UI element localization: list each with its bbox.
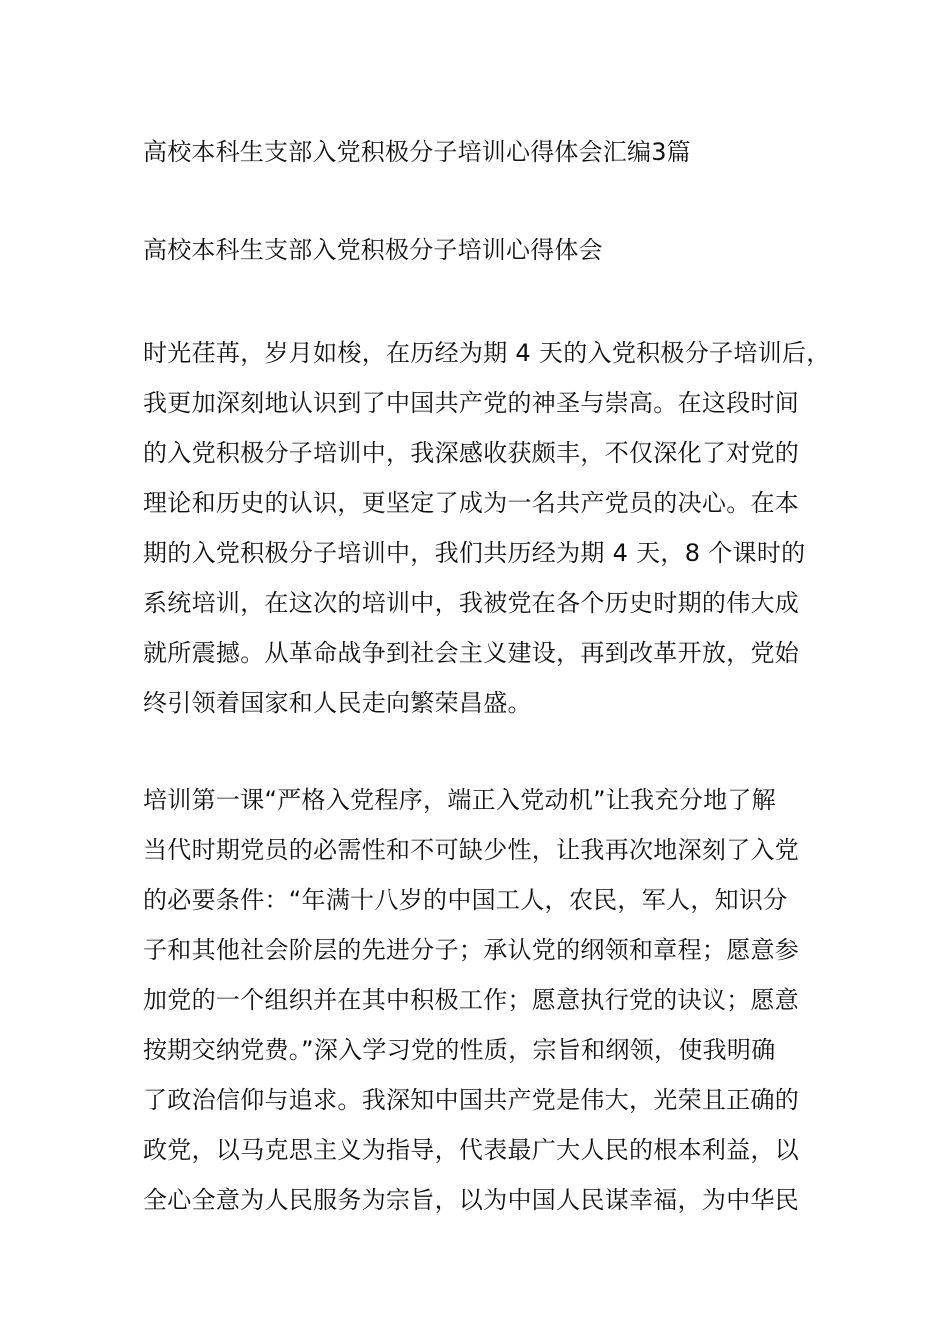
paragraph-line: 期的入党积极分子培训中，我们共历经为期 4 天，8 个课时的 xyxy=(143,539,806,567)
paragraph-line: 的入党积极分子培训中，我深感收获颇丰，不仅深化了对党的 xyxy=(143,439,800,467)
paragraph-line: 就所震撼。从革命战争到社会主义建设，再到改革开放，党始 xyxy=(143,639,800,667)
paragraph-line: 全心全意为人民服务为宗旨，以为中国人民谋幸福，为中华民 xyxy=(143,1186,800,1214)
paragraph-line: 我更加深刻地认识到了中国共产党的神圣与崇高。在这段时间 xyxy=(143,389,800,417)
paragraph-line: 了政治信仰与追求。我深知中国共产党是伟大，光荣且正确的 xyxy=(143,1086,800,1114)
paragraph-line: 按期交纳党费。”深入学习党的性质，宗旨和纲领，使我明确 xyxy=(143,1036,776,1064)
paragraph-line: 子和其他社会阶层的先进分子；承认党的纲领和章程；愿意参 xyxy=(143,936,800,964)
paragraph-line: 的必要条件：“年满十八岁的中国工人，农民，军人，知识分 xyxy=(143,886,788,914)
paragraph-line: 终引领着国家和人民走向繁荣昌盛。 xyxy=(143,689,532,717)
document-subtitle: 高校本科生支部入党积极分子培训心得体会 xyxy=(143,236,603,264)
paragraph-line: 培训第一课“严格入党程序，端正入党动机”让我充分地了解 xyxy=(143,786,776,814)
paragraph-1 xyxy=(143,328,833,728)
paragraph-line: 政党，以马克思主义为指导，代表最广大人民的根本利益，以 xyxy=(143,1136,800,1164)
paragraph-line: 系统培训，在这次的培训中，我被党在各个历史时期的伟大成 xyxy=(143,589,800,617)
paragraph-line: 当代时期党员的必需性和不可缺少性，让我再次地深刻了入党 xyxy=(143,836,800,864)
paragraph-line: 时光荏苒，岁月如梭，在历经为期 4 天的入党积极分子培训后， xyxy=(143,339,831,367)
paragraph-line: 加党的一个组织并在其中积极工作；愿意执行党的诀议；愿意 xyxy=(143,986,800,1014)
paragraph-2 xyxy=(143,775,833,1225)
paragraph-line: 理论和历史的认识，更坚定了成为一名共产党员的决心。在本 xyxy=(143,489,800,517)
document-title: 高校本科生支部入党积极分子培训心得体会汇编3篇 xyxy=(143,138,691,166)
